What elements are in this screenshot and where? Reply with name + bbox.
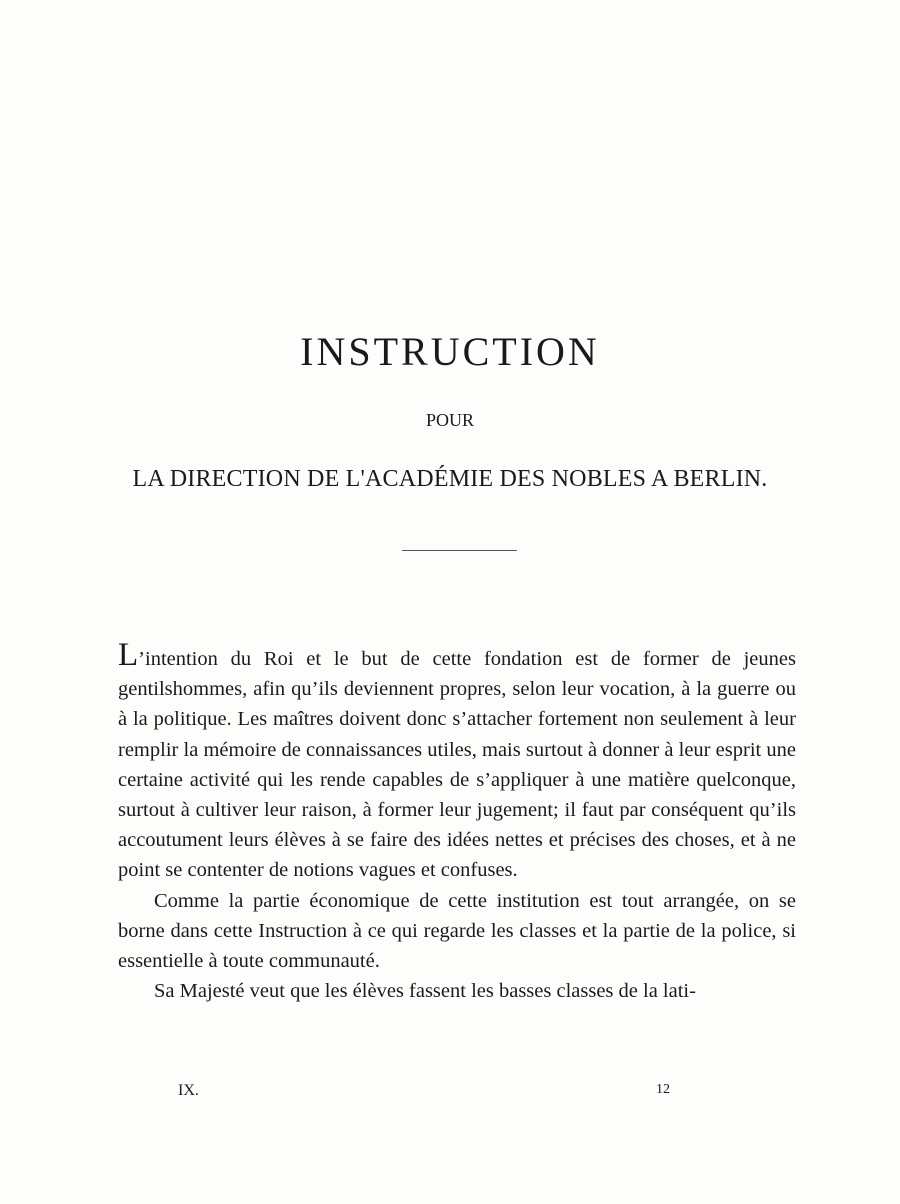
- drop-cap: L: [118, 637, 139, 673]
- document-title: INSTRUCTION: [300, 329, 600, 374]
- page-number: 12: [656, 1082, 670, 1097]
- document-heading: LA DIRECTION DE L'ACADÉMIE DES NOBLES A BERLIN.: [132, 466, 768, 492]
- paragraph-1: [118, 637, 796, 886]
- body-text: [118, 637, 796, 1006]
- document-subtitle: POUR: [425, 410, 474, 430]
- paragraph-2: Comme la partie économique de cette institution est tout arrangée, on se borne dans cette Instruction à ce qui regarde les classes et la partie de la police, si essentielle à toute communauté.: [118, 889, 796, 973]
- paragraph-3: Sa Majesté veut que les élèves fassent les basses classes de la lati-: [154, 980, 696, 1003]
- section-divider: [402, 550, 517, 551]
- signature-mark: IX.: [178, 1082, 199, 1099]
- paragraph-1-text: ’intention du Roi et le but de cette fondation est de former de jeunes gentilshommes, afin qu’ils deviennent propres, selon leur vocation, à la guerre ou à la politique. Les maîtres doivent donc s’attacher fortement non seulement à leur remplir la mémoire de connaissances utiles, mais surtout à donner à leur esprit une certaine activité qui les rende capables de s’appliquer à une matière quelconque, surtout à cultiver leur raison, à former leur jugement; il faut par conséquent qu’ils accoutument leurs élèves à se faire des idées nettes et précises des choses, et à ne point se contenter de notions vagues et confuses.: [118, 648, 796, 882]
